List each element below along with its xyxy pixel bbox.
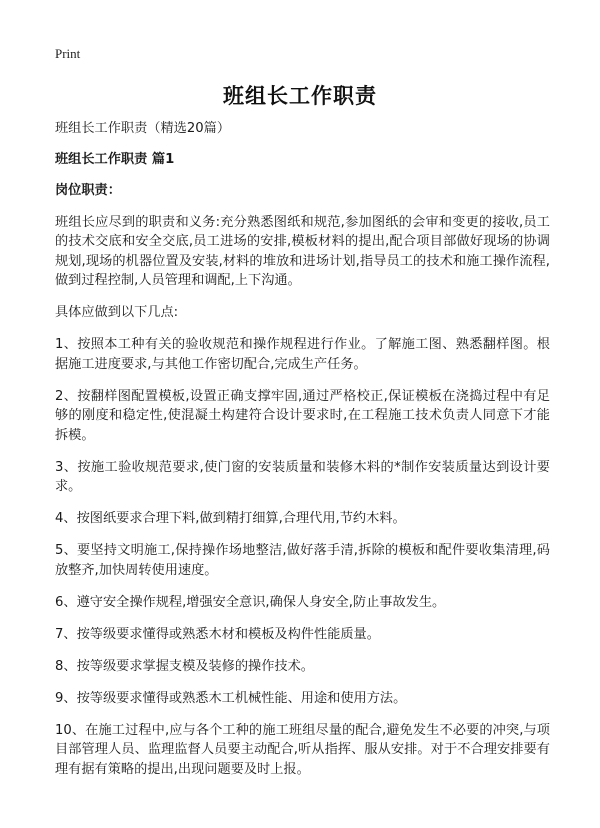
list-item: 10、在施工过程中,应与各个工种的施工班组尽量的配合,避免发生不必要的冲突,与项目部管理人员、监理监督人员要主动配合,听从指挥、服从安排。对于不合理安排要有理有据有策略的提出,出现问题要及时上报。 <box>55 722 550 777</box>
print-label: Print <box>55 46 81 61</box>
list-item: 8、按等级要求掌握支模及装修的操作技术。 <box>55 658 314 674</box>
list-item: 2、按翻样图配置模板,设置正确支撑牢固,通过严格校正,保证模板在浇捣过程中有足够的刚度和稳定性,使混凝土构建符合设计要求时,在工程施工技术负责人同意下才能拆模。 <box>55 388 550 443</box>
article-heading: 班组长工作职责 篇1 <box>55 151 175 167</box>
list-item: 7、按等级要求懂得或熟悉木材和模板及构件性能质量。 <box>55 626 380 642</box>
document-title: 班组长工作职责 <box>223 84 377 108</box>
section-heading: 岗位职责： <box>55 183 121 198</box>
list-item: 3、按施工验收规范要求,使门窗的安装质量和装修木料的*制作安装质量达到设计要求。 <box>55 459 550 494</box>
list-item: 5、要坚持文明施工,保持操作场地整洁,做好落手清,拆除的模板和配件要收集清理,码放整齐,加快周转使用速度。 <box>55 543 550 578</box>
list-item: 4、按图纸要求合理下料,做到精打细算,合理代用,节约木料。 <box>55 511 406 526</box>
intro-paragraph: 班组长应尽到的职责和义务:充分熟悉图纸和规范,参加图纸的会审和变更的接收,员工的技术交底和安全交底,员工进场的安排,模板材料的提出,配合项目部做好现场的协调规划,现场的机器位置及安装,材料的堆放和进场计划,指导员工的技术和施工操作流程,做到过程控制,人员管理和调配,上下沟通。 <box>55 214 550 288</box>
list-item: 9、按等级要求懂得或熟悉木工机械性能、用途和使用方法。 <box>55 690 407 706</box>
lead-paragraph: 具体应做到以下几点: <box>55 305 179 320</box>
list-item: 1、按照本工种有关的验收规范和操作规程进行作业。了解施工图、熟悉翻样图。根据施工进度要求,与其他工作密切配合,完成生产任务。 <box>55 337 550 372</box>
document-body <box>55 119 550 792</box>
document-subtitle: 班组长工作职责（精选20篇） <box>55 121 231 136</box>
list-item: 6、遵守安全操作规程,增强安全意识,确保人身安全,防止事故发生。 <box>55 594 446 610</box>
